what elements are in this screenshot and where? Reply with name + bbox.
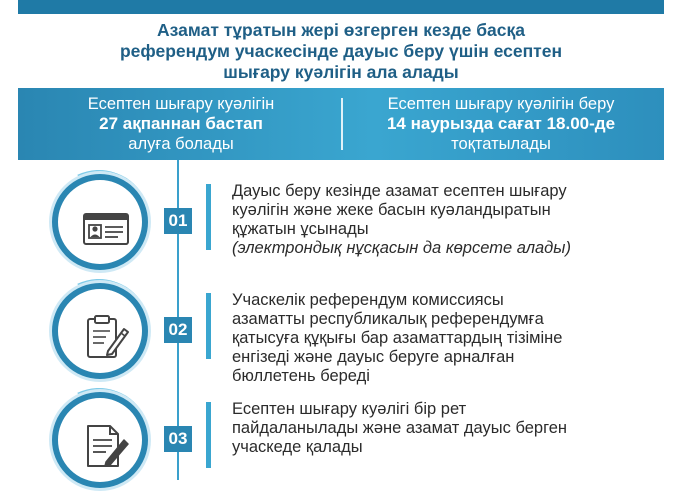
document-pen-icon	[80, 420, 132, 472]
headline-line: шығару куәлігін ала алады	[223, 62, 459, 82]
headline	[0, 20, 682, 83]
step-2-number: 02	[164, 317, 192, 343]
headline-line: референдум учаскесінде дауыс беру үшін есептен	[119, 41, 563, 61]
step-1-bracket	[206, 184, 211, 250]
step-1-circle	[52, 174, 148, 270]
dates-band	[18, 88, 664, 160]
id-card-icon	[80, 202, 132, 254]
step-1-line: куәлігін және жеке басын куәландыратын	[232, 201, 551, 219]
issue-start-line3: алуға болады	[128, 135, 234, 153]
clipboard-pen-icon	[80, 311, 132, 363]
step-2-line: Учаскелік референдум комиссиясы	[232, 291, 504, 309]
step-2-line: енгізеді және дауыс беруге арналған	[232, 348, 515, 366]
issue-start-line1: Есептен шығару куәлігін	[87, 95, 275, 113]
issue-end-line3: тоқтатылады	[451, 135, 551, 153]
step-3-line: учаскеде қалады	[232, 438, 363, 456]
step-3-number: 03	[164, 426, 192, 452]
step-2-circle	[52, 283, 148, 379]
step-3-line: пайдаланылады және азамат дауыс берген	[232, 419, 568, 437]
step-1-line: құжатын ұсынады	[232, 220, 369, 238]
top-strip	[18, 0, 664, 14]
step-3-bracket	[206, 402, 211, 468]
issue-start-date: 27 ақпаннан бастап	[99, 114, 263, 133]
step-2-line: азаматты республикалық референдумға	[232, 310, 544, 328]
step-3-line: Есептен шығару куәлігі бір рет	[232, 400, 467, 418]
headline-line: Азамат тұратын жері өзгерген кезде басқа	[157, 20, 525, 40]
step-1-note: (электрондық нұсқасын да көрсете алады)	[232, 239, 571, 257]
issue-end-line1: Есептен шығару куәлігін беру	[387, 95, 615, 113]
step-3	[0, 392, 682, 496]
step-1-line: Дауыс беру кезінде азамат есептен шығару	[232, 182, 567, 200]
step-2-bracket	[206, 293, 211, 359]
step-2	[0, 283, 682, 387]
step-2-line: бюллетень береді	[232, 367, 370, 385]
step-1	[0, 174, 682, 278]
band-divider	[341, 98, 343, 150]
issue-end-date: 14 наурызда сағат 18.00-де	[386, 114, 616, 133]
step-3-circle	[52, 392, 148, 488]
issue-end-info	[346, 94, 656, 154]
step-2-line: қатысуға құқығы бар азаматтардың тізіміне	[232, 329, 563, 347]
step-1-text	[232, 182, 662, 258]
issue-start-info	[26, 94, 336, 154]
step-1-number: 01	[164, 208, 192, 234]
step-3-text	[232, 400, 662, 457]
step-2-text	[232, 291, 662, 386]
